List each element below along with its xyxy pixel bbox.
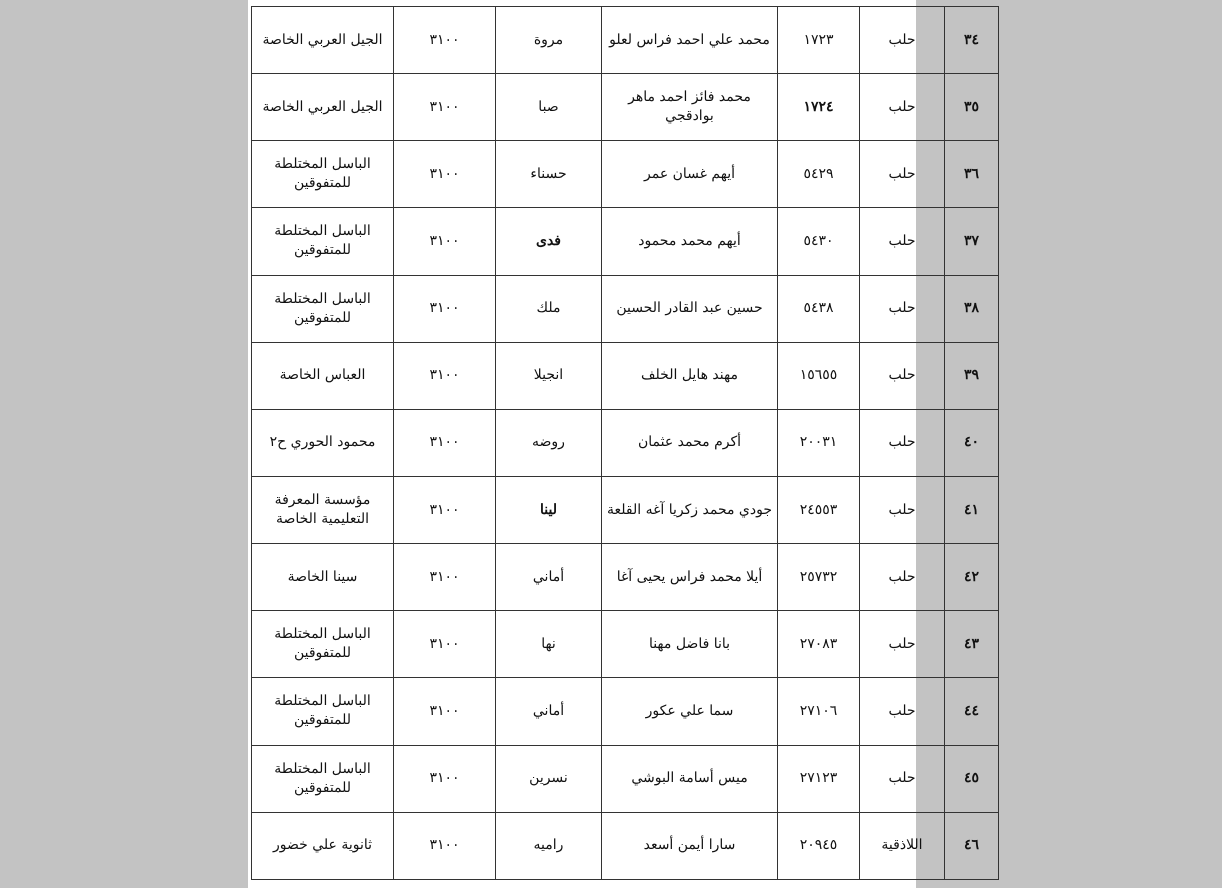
id-cell: ٢٤٥٥٣ [778, 476, 860, 543]
student-name-cell: أيهم محمد محمود [602, 208, 778, 275]
mother-name-cell: ملك [496, 275, 602, 342]
student-name-cell: محمد فائز احمد ماهر بوادقجي [602, 74, 778, 141]
mother-name-cell: صبا [496, 74, 602, 141]
table-row [252, 275, 999, 342]
id-cell: ١٧٢٣ [778, 7, 860, 74]
id-cell: ٢٧١٠٦ [778, 678, 860, 745]
table-row [252, 476, 999, 543]
id-cell: ٥٤٣٠ [778, 208, 860, 275]
school-cell: الباسل المختلطة للمتفوقين [252, 141, 394, 208]
grade-cell: ٣١٠٠ [394, 745, 496, 812]
grade-cell: ٣١٠٠ [394, 275, 496, 342]
mother-name-cell: نها [496, 611, 602, 678]
governorate-cell: حلب [860, 141, 945, 208]
table-row [252, 141, 999, 208]
school-cell: سينا الخاصة [252, 544, 394, 611]
governorate-cell: حلب [860, 409, 945, 476]
student-name-cell: بانا فاضل مهنا [602, 611, 778, 678]
student-name-cell: أيهم غسان عمر [602, 141, 778, 208]
row-number: ٤١ [945, 476, 999, 543]
grade-cell: ٣١٠٠ [394, 7, 496, 74]
id-cell: ٢٠٩٤٥ [778, 812, 860, 879]
id-cell: ٥٤٢٩ [778, 141, 860, 208]
row-number: ٤٤ [945, 678, 999, 745]
school-cell: ثانوية علي خضور [252, 812, 394, 879]
governorate-cell: حلب [860, 476, 945, 543]
mother-name-cell: فدى [496, 208, 602, 275]
student-name-cell: جودي محمد زكريا آغه القلعة [602, 476, 778, 543]
table-row [252, 208, 999, 275]
governorate-cell: حلب [860, 745, 945, 812]
id-cell: ١٥٦٥٥ [778, 342, 860, 409]
row-number: ٤٣ [945, 611, 999, 678]
table-row [252, 409, 999, 476]
governorate-cell: حلب [860, 275, 945, 342]
row-number: ٣٥ [945, 74, 999, 141]
student-name-cell: سارا أيمن أسعد [602, 812, 778, 879]
mother-name-cell: أماني [496, 544, 602, 611]
school-cell: الجيل العربي الخاصة [252, 74, 394, 141]
mother-name-cell: حسناء [496, 141, 602, 208]
document-page [248, 0, 980, 888]
results-table-body [252, 7, 999, 880]
student-name-cell: أكرم محمد عثمان [602, 409, 778, 476]
row-number: ٣٤ [945, 7, 999, 74]
id-cell: ٢٥٧٣٢ [778, 544, 860, 611]
grade-cell: ٣١٠٠ [394, 74, 496, 141]
grade-cell: ٣١٠٠ [394, 141, 496, 208]
table-row [252, 611, 999, 678]
row-number: ٣٩ [945, 342, 999, 409]
grade-cell: ٣١٠٠ [394, 678, 496, 745]
mother-name-cell: لينا [496, 476, 602, 543]
school-cell: الباسل المختلطة للمتفوقين [252, 275, 394, 342]
student-name-cell: ميس أسامة البوشي [602, 745, 778, 812]
table-row [252, 7, 999, 74]
table-row [252, 342, 999, 409]
id-cell: ٢٧١٢٣ [778, 745, 860, 812]
results-table [251, 6, 999, 880]
grade-cell: ٣١٠٠ [394, 476, 496, 543]
row-number: ٣٧ [945, 208, 999, 275]
id-cell: ١٧٢٤ [778, 74, 860, 141]
governorate-cell: حلب [860, 74, 945, 141]
grade-cell: ٣١٠٠ [394, 342, 496, 409]
student-name-cell: مهند هايل الخلف [602, 342, 778, 409]
school-cell: الباسل المختلطة للمتفوقين [252, 611, 394, 678]
grade-cell: ٣١٠٠ [394, 611, 496, 678]
table-row [252, 678, 999, 745]
school-cell: الجيل العربي الخاصة [252, 7, 394, 74]
mother-name-cell: روضه [496, 409, 602, 476]
school-cell: الباسل المختلطة للمتفوقين [252, 678, 394, 745]
table-row [252, 544, 999, 611]
governorate-cell: حلب [860, 7, 945, 74]
row-number: ٣٨ [945, 275, 999, 342]
mother-name-cell: أماني [496, 678, 602, 745]
grade-cell: ٣١٠٠ [394, 544, 496, 611]
row-number: ٤٢ [945, 544, 999, 611]
table-row [252, 812, 999, 879]
id-cell: ٥٤٣٨ [778, 275, 860, 342]
governorate-cell: اللاذقية [860, 812, 945, 879]
student-name-cell: سما علي عكور [602, 678, 778, 745]
governorate-cell: حلب [860, 678, 945, 745]
table-row [252, 745, 999, 812]
table-row [252, 74, 999, 141]
row-number: ٣٦ [945, 141, 999, 208]
grade-cell: ٣١٠٠ [394, 812, 496, 879]
grade-cell: ٣١٠٠ [394, 409, 496, 476]
grade-cell: ٣١٠٠ [394, 208, 496, 275]
row-number: ٤٠ [945, 409, 999, 476]
page-bottom-edge [248, 880, 916, 888]
row-number: ٤٦ [945, 812, 999, 879]
school-cell: الباسل المختلطة للمتفوقين [252, 745, 394, 812]
school-cell: مؤسسة المعرفة التعليمية الخاصة [252, 476, 394, 543]
student-name-cell: حسين عبد القادر الحسين [602, 275, 778, 342]
governorate-cell: حلب [860, 611, 945, 678]
mother-name-cell: نسرين [496, 745, 602, 812]
student-name-cell: أيلا محمد فراس يحيى آغا [602, 544, 778, 611]
id-cell: ٢٠٠٣١ [778, 409, 860, 476]
mother-name-cell: راميه [496, 812, 602, 879]
school-cell: العباس الخاصة [252, 342, 394, 409]
governorate-cell: حلب [860, 208, 945, 275]
governorate-cell: حلب [860, 544, 945, 611]
row-number: ٤٥ [945, 745, 999, 812]
school-cell: محمود الحوري ح٢ [252, 409, 394, 476]
mother-name-cell: مروة [496, 7, 602, 74]
governorate-cell: حلب [860, 342, 945, 409]
school-cell: الباسل المختلطة للمتفوقين [252, 208, 394, 275]
mother-name-cell: انجيلا [496, 342, 602, 409]
id-cell: ٢٧٠٨٣ [778, 611, 860, 678]
student-name-cell: محمد علي احمد فراس لعلو [602, 7, 778, 74]
